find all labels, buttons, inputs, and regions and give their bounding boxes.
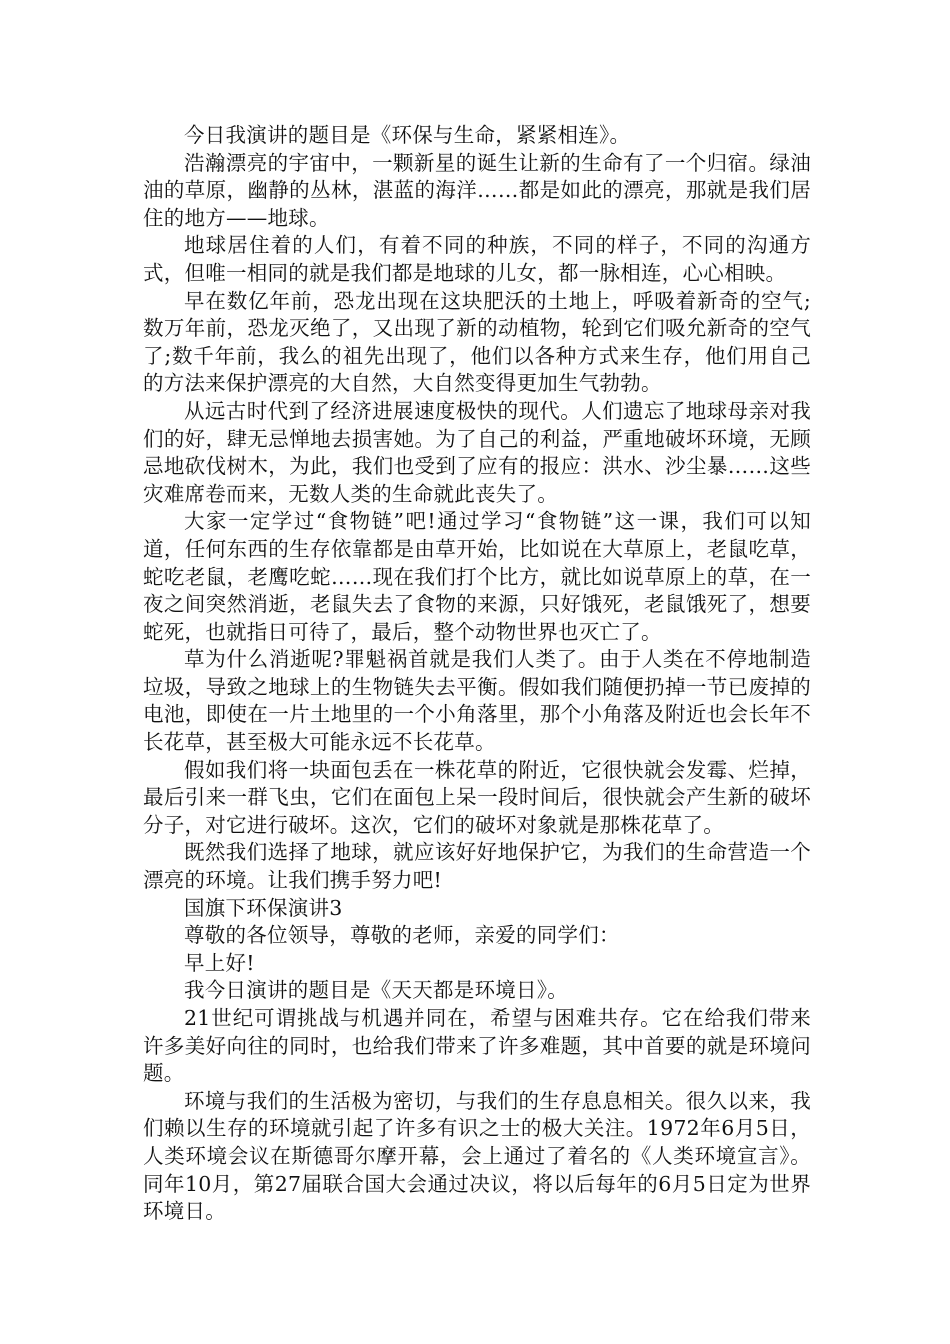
paragraph: 草为什么消逝呢?罪魁祸首就是我们人类了。由于人类在不停地制造垃圾，导致之地球上的生物链失去平衡。假如我们随便扔掉一节已废掉的电池，即使在一片土地里的一个小角落里，那个小角落及附近也会长年不长花草，甚至极大可能永远不长花草。 bbox=[143, 647, 811, 755]
paragraph: 环境与我们的生活极为密切，与我们的生存息息相关。很久以来，我们赖以生存的环境就引起了许多有识之士的极大关注。1972年6月5日，人类环境会议在斯德哥尔摩开幕，会上通过了着名的《人类环境宣言》。同年10月，第27届联合国大会通过决议，将以后每年的6月5日定为世界环境日。 bbox=[143, 1088, 811, 1224]
paragraph: 21世纪可谓挑战与机遇并同在，希望与困难共存。它在给我们带来许多美好向往的同时，也给我们带来了许多难题，其中首要的就是环境问题。 bbox=[143, 1006, 811, 1086]
paragraph: 地球居住着的人们，有着不同的种族，不同的样子，不同的沟通方式，但唯一相同的就是我们都是地球的儿女，都一脉相连，心心相映。 bbox=[143, 233, 811, 285]
greeting: 早上好! bbox=[184, 950, 255, 975]
paragraph: 既然我们选择了地球，就应该好好地保护它，为我们的生命营造一个漂亮的环境。让我们携手努力吧! bbox=[143, 840, 811, 893]
paragraph: 假如我们将一块面包丢在一株花草的附近，它很快就会发霉、烂掉，最后引来一群飞虫，它们在面包上呆一段时间后，很快就会产生新的破坏分子，对它进行破坏。这次，它们的破坏对象就是那株花草了。 bbox=[143, 757, 811, 837]
paragraph: 我今日演讲的题目是《天天都是环境日》。 bbox=[184, 978, 568, 1003]
paragraph: 今日我演讲的题目是《环保与生命，紧紧相连》。 bbox=[184, 123, 631, 147]
paragraph: 从远古时代到了经济进展速度极快的现代。人们遗忘了地球母亲对我们的好，肆无忌惮地去损害她。为了自己的利益，严重地破坏环境，无顾忌地砍伐树木，为此，我们也受到了应有的报应：洪水、沙尘暴……这些灾难席卷而来，无数人类的生命就此丧失了。 bbox=[143, 398, 811, 506]
paragraph: 浩瀚漂亮的宇宙中，一颗新星的诞生让新的生命有了一个归宿。绿油油的草原，幽静的丛林，湛蓝的海洋……都是如此的漂亮，那就是我们居住的地方——地球。 bbox=[143, 150, 811, 230]
paragraph: 大家一定学过“食物链”吧!通过学习“食物链”这一课，我们可以知道，任何东西的生存依靠都是由草开始，比如说在大草原上，老鼠吃草，蛇吃老鼠，老鹰吃蛇……现在我们打个比方，就比如说草原上的草，在一夜之间突然消逝，老鼠失去了食物的来源，只好饿死，老鼠饿死了，想要蛇死，也就指日可待了，最后，整个动物世界也灭亡了。 bbox=[143, 509, 811, 644]
paragraph: 早在数亿年前，恐龙出现在这块肥沃的土地上，呼吸着新奇的空气;数万年前，恐龙灭绝了，又出现了新的动植物，轮到它们吸允新奇的空气了;数千年前，我么的祖先出现了，他们以各种方式来生存，他们用自己的方法来保护漂亮的大自然，大自然变得更加生气勃勃。 bbox=[143, 288, 811, 396]
document-page bbox=[143, 122, 811, 1226]
salutation: 尊敬的各位领导，尊敬的老师，亲爱的同学们： bbox=[184, 923, 620, 948]
section-heading: 国旗下环保演讲3 bbox=[184, 895, 343, 920]
